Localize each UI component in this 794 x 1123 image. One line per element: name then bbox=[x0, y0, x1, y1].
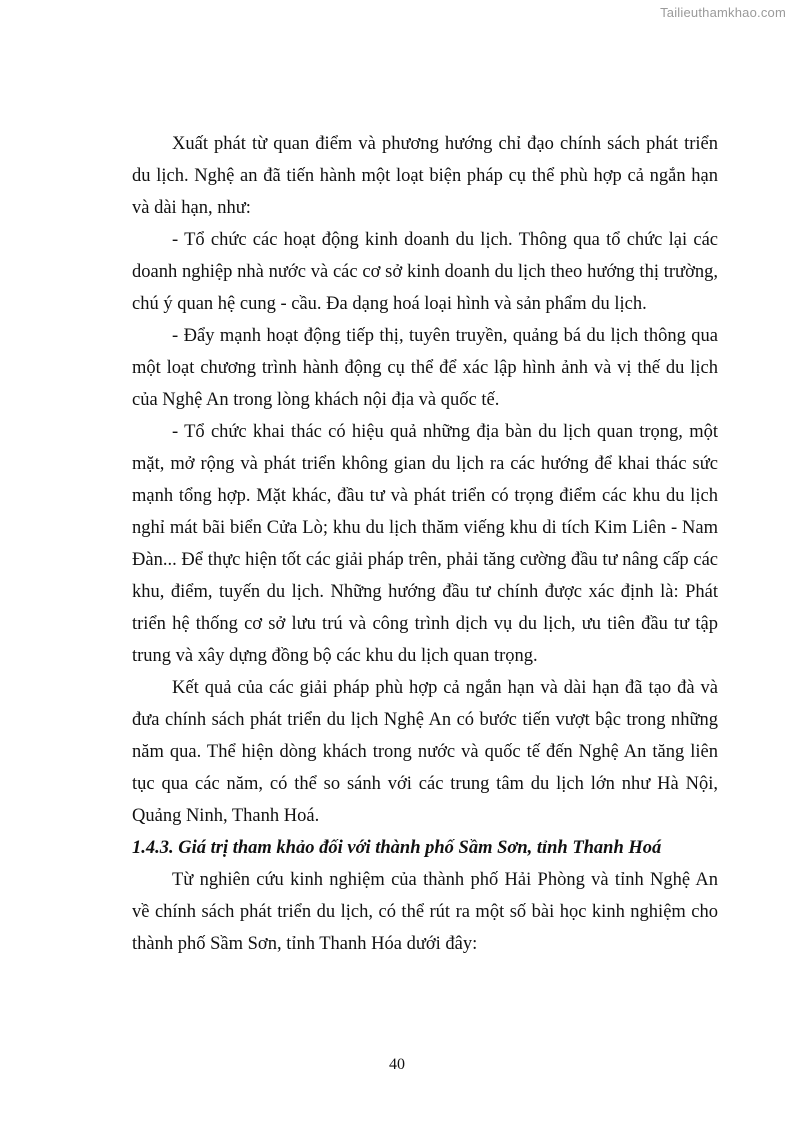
document-body bbox=[132, 128, 718, 960]
paragraph-results: Kết quả của các giải pháp phù hợp cả ngắn hạn và dài hạn đã tạo đà và đưa chính sách phát triển du lịch Nghệ An có bước tiến vượt bậc trong những năm qua. Thể hiện dòng khách trong nước và quốc tế đến Nghệ An tăng liên tục qua các năm, có thể so sánh với các trung tâm du lịch lớn như Hà Nội, Quảng Ninh, Thanh Hoá. bbox=[132, 678, 718, 826]
paragraph-intro: Xuất phát từ quan điểm và phương hướng chỉ đạo chính sách phát triển du lịch. Nghệ an đã tiến hành một loạt biện pháp cụ thể phù hợp cả ngắn hạn và dài hạn, như: bbox=[132, 134, 718, 218]
paragraph-business: - Tổ chức các hoạt động kinh doanh du lịch. Thông qua tổ chức lại các doanh nghiệp nhà nước và các cơ sở kinh doanh du lịch theo hướng thị trường, chú ý quan hệ cung - cầu. Đa dạng hoá loại hình và sản phẩm du lịch. bbox=[132, 230, 718, 314]
page-number: 40 bbox=[389, 1056, 405, 1073]
paragraph-exploitation: - Tổ chức khai thác có hiệu quả những địa bàn du lịch quan trọng, một mặt, mở rộng và phát triển không gian du lịch ra các hướng để khai thác sức mạnh tổng hợp. Mặt khác, đầu tư và phát triển có trọng điểm các khu du lịch nghỉ mát bãi biển Cửa Lò; khu du lịch thăm viếng khu di tích Kim Liên - Nam Đàn... Để thực hiện tốt các giải pháp trên, phải tăng cường đầu tư nâng cấp các khu, điểm, tuyến du lịch. Những hướng đầu tư chính được xác định là: Phát triển hệ thống cơ sở lưu trú và công trình dịch vụ du lịch, ưu tiên đầu tư tập trung và xây dựng đồng bộ các khu du lịch quan trọng. bbox=[132, 422, 718, 666]
watermark: Tailieuthamkhao.com bbox=[660, 5, 786, 20]
section-heading: 1.4.3. Giá trị tham khảo đối với thành phố Sầm Sơn, tỉnh Thanh Hoá bbox=[132, 838, 662, 858]
paragraph-closing: Từ nghiên cứu kinh nghiệm của thành phố Hải Phòng và tỉnh Nghệ An về chính sách phát triển du lịch, có thể rút ra một số bài học kinh nghiệm cho thành phố Sầm Sơn, tỉnh Thanh Hóa dưới đây: bbox=[132, 870, 718, 954]
paragraph-marketing: - Đẩy mạnh hoạt động tiếp thị, tuyên truyền, quảng bá du lịch thông qua một loạt chương trình hành động cụ thể để xác lập hình ảnh và vị thế du lịch của Nghệ An trong lòng khách nội địa và quốc tế. bbox=[132, 326, 718, 410]
